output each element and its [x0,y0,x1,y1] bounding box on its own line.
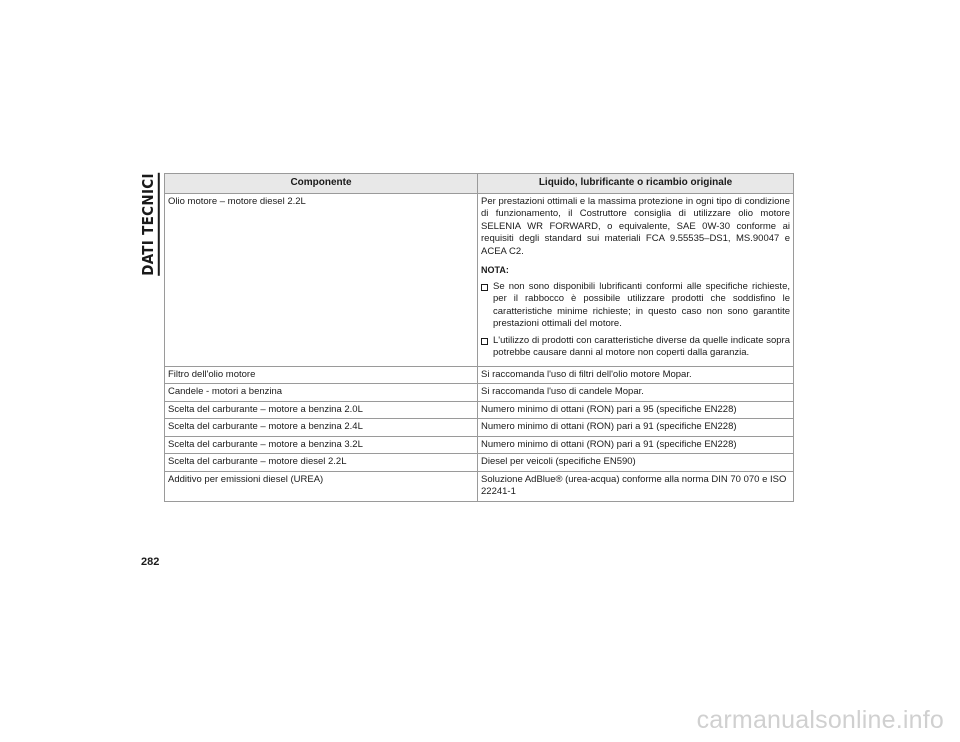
note-bullet [481,281,790,331]
column-header-fluid: Liquido, lubrificante o ricambio originale [478,174,794,194]
note-bullet-text: L'utilizzo di prodotti con caratteristiche diverse da quelle indicate sopra potrebbe causare danni al motore non coperti dalla garanzia. [493,334,790,358]
component-cell: Candele - motori a benzina [165,384,478,402]
component-cell: Scelta del carburante – motore a benzina 2.4L [165,419,478,437]
table-row [165,366,794,384]
component-cell: Scelta del carburante – motore diesel 2.2L [165,454,478,472]
table-row [165,384,794,402]
page-number: 282 [141,556,160,568]
table-row [165,471,794,501]
note-bullet [481,335,790,360]
spec-cell: Si raccomanda l'uso di filtri dell'olio motore Mopar. [478,366,794,384]
table-row [165,436,794,454]
component-cell: Additivo per emissioni diesel (UREA) [165,471,478,501]
table-row [165,454,794,472]
table-row [165,419,794,437]
checkbox-bullet-icon [481,338,488,345]
checkbox-bullet-icon [481,284,488,291]
watermark: carmanualsonline.info [696,706,944,734]
note-bullet-text: Se non sono disponibili lubrificanti conformi alle specifiche richieste, per il rabbocco è possibile utilizzare prodotti che soddisfino le caratteristiche minime richieste; in questo caso non sono garantite prestazioni ottimali del motore. [493,280,790,329]
component-cell: Scelta del carburante – motore a benzina 2.0L [165,401,478,419]
section-title-text: DATI TECNICI [139,173,160,276]
table-row [165,193,794,366]
spec-cell: Numero minimo di ottani (RON) pari a 95 (specifiche EN228) [478,401,794,419]
table-row [165,401,794,419]
spec-cell: Soluzione AdBlue® (urea-acqua) conforme alla norma DIN 70 070 e ISO 22241-1 [478,471,794,501]
spec-paragraph: Per prestazioni ottimali e la massima protezione in ogni tipo di condizione di funzionamento, il Costruttore consiglia di utilizzare olio motore SELENIA WR FORWARD, o equivalente, SAE 0W-30 conforme ai requisiti degli standard sui materiali FCA 9.55535–DS1, MS.90047 e ACEA C2. [481,195,790,257]
fluids-table [164,173,794,502]
table-header-row [165,174,794,194]
spec-cell: Diesel per veicoli (specifiche EN590) [478,454,794,472]
section-title [137,174,161,274]
component-cell: Filtro dell'olio motore [165,366,478,384]
spec-cell: Numero minimo di ottani (RON) pari a 91 (specifiche EN228) [478,419,794,437]
spec-cell: Numero minimo di ottani (RON) pari a 91 (specifiche EN228) [478,436,794,454]
component-cell: Olio motore – motore diesel 2.2L [165,193,478,366]
column-header-component: Componente [165,174,478,194]
spec-cell [478,193,794,366]
component-cell: Scelta del carburante – motore a benzina 3.2L [165,436,478,454]
spec-cell: Si raccomanda l'uso di candele Mopar. [478,384,794,402]
note-label: NOTA: [481,265,509,275]
